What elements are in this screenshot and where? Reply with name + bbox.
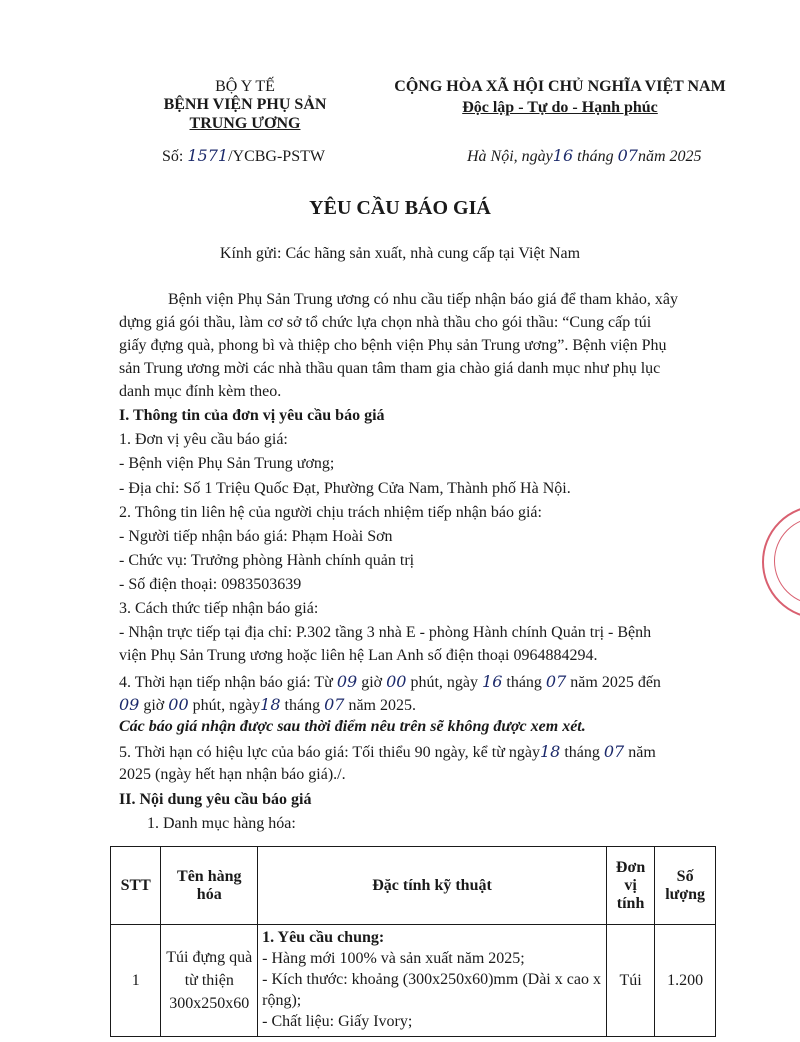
section-1-heading: I. Thông tin của đơn vị yêu cầu báo giá bbox=[119, 407, 385, 424]
deadline-text: năm 2025 đến bbox=[566, 674, 661, 691]
section-1-line: 2. Thông tin liên hệ của người chịu trách nhiệm tiếp nhận báo giá: bbox=[119, 504, 542, 521]
deadline-hour-handwritten: 09 bbox=[336, 672, 358, 691]
document-number-suffix: /YCBG-PSTW bbox=[228, 148, 325, 165]
section-1-line: 3. Cách thức tiếp nhận báo giá: bbox=[119, 600, 319, 617]
document-title: YÊU CẦU BÁO GIÁ bbox=[309, 197, 491, 219]
hospital-name-line1: BỆNH VIỆN PHỤ SẢN bbox=[163, 96, 327, 113]
section-1-line: - Số điện thoại: 0983503639 bbox=[119, 576, 302, 593]
deadline-end-day-handwritten: 18 bbox=[260, 695, 281, 714]
date-month-label: tháng bbox=[573, 148, 618, 165]
section-1-line: 1. Đơn vị yêu cầu báo giá: bbox=[119, 431, 288, 448]
header-unit: Đơn vị tính bbox=[606, 847, 654, 925]
hospital-name-line2: TRUNG ƯƠNG bbox=[189, 115, 301, 132]
validity-line-1 bbox=[119, 742, 656, 762]
section-1-line: - Chức vụ: Trưởng phòng Hành chính quản trị bbox=[119, 552, 415, 569]
section-1-line: - Nhận trực tiếp tại địa chỉ: P.302 tầng 3 nhà E - phòng Hành chính Quản trị - Bệnh bbox=[119, 624, 652, 641]
validity-text: tháng bbox=[560, 744, 604, 761]
header-spec: Đặc tính kỹ thuật bbox=[258, 847, 607, 925]
spec-line: - Hàng mới 100% và sản xuất năm 2025; bbox=[262, 950, 525, 967]
header-stt: STT bbox=[111, 847, 161, 925]
deadline-end-minute-handwritten: 00 bbox=[168, 695, 189, 714]
deadline-day-handwritten: 16 bbox=[482, 672, 503, 691]
deadline-line-2 bbox=[119, 695, 416, 715]
date-prefix: Hà Nội, ngày bbox=[467, 148, 553, 165]
recipient-line: Kính gửi: Các hãng sản xuất, nhà cung cấp tại Việt Nam bbox=[219, 245, 581, 262]
header-name: Tên hàng hóa bbox=[161, 847, 258, 925]
row-name: Túi đựng quà từ thiện 300x250x60 bbox=[161, 925, 258, 1037]
deadline-text: tháng bbox=[502, 674, 546, 691]
deadline-text: tháng bbox=[280, 697, 325, 714]
validity-day-handwritten: 18 bbox=[539, 742, 561, 761]
header-qty: Số lượng bbox=[655, 847, 716, 925]
document-number-prefix: Số: bbox=[162, 148, 188, 165]
section-1-line: - Bệnh viện Phụ Sản Trung ương; bbox=[119, 455, 335, 472]
deadline-text: 4. Thời hạn tiếp nhận báo giá: Từ bbox=[119, 674, 337, 691]
section-1-line: - Người tiếp nhận báo giá: Phạm Hoài Sơn bbox=[119, 528, 393, 545]
late-submission-note: Các báo giá nhận được sau thời điểm nêu trên sẽ không được xem xét. bbox=[119, 718, 586, 735]
table-header-row bbox=[111, 847, 716, 925]
section-2-heading: II. Nội dung yêu cầu báo giá bbox=[119, 791, 312, 808]
intro-line-5: danh mục đính kèm theo. bbox=[119, 383, 282, 400]
deadline-end-month-handwritten: 07 bbox=[324, 695, 345, 714]
deadline-text: giờ bbox=[357, 674, 387, 691]
national-motto: Độc lập - Tự do - Hạnh phúc bbox=[462, 99, 658, 116]
validity-text: năm bbox=[624, 744, 656, 761]
row-unit: Túi bbox=[606, 925, 654, 1037]
document-number-handwritten: 1571 bbox=[187, 146, 229, 165]
deadline-text: giờ bbox=[139, 697, 169, 714]
spec-line: - Chất liệu: Giấy Ivory; bbox=[262, 1013, 413, 1030]
document-number bbox=[162, 146, 325, 166]
official-stamp bbox=[762, 505, 800, 619]
row-qty: 1.200 bbox=[655, 925, 716, 1037]
deadline-month-handwritten: 07 bbox=[545, 672, 567, 691]
validity-line-2: 2025 (ngày hết hạn nhận báo giá)./. bbox=[119, 766, 346, 783]
validity-month-handwritten: 07 bbox=[603, 742, 625, 761]
deadline-text: phút, ngày bbox=[406, 674, 483, 691]
deadline-line-1 bbox=[119, 672, 661, 692]
section-1-line: - Địa chỉ: Số 1 Triệu Quốc Đạt, Phường Cửa Nam, Thành phố Hà Nội. bbox=[119, 480, 571, 497]
intro-line-4: sản Trung ương mời các nhà thầu quan tâm tham gia chào giá danh mục như phụ lục bbox=[119, 360, 661, 377]
deadline-end-hour-handwritten: 09 bbox=[119, 695, 140, 714]
row-stt: 1 bbox=[111, 925, 161, 1037]
deadline-minute-handwritten: 00 bbox=[386, 672, 407, 691]
date-year: năm 2025 bbox=[637, 148, 702, 165]
date-month-handwritten: 07 bbox=[617, 146, 638, 165]
date-day-handwritten: 16 bbox=[552, 146, 574, 165]
intro-line-3: giấy đựng quà, phong bì và thiệp cho bệnh viện Phụ sản Trung ương”. Bệnh viện Phụ bbox=[119, 337, 667, 354]
table-row bbox=[111, 925, 716, 1037]
section-1-line: viện Phụ Sản Trung ương hoặc liên hệ Lan Anh số điện thoại 0964884294. bbox=[119, 647, 598, 664]
ministry-name: BỘ Y TẾ bbox=[215, 78, 275, 95]
goods-table bbox=[110, 846, 716, 1037]
row-spec bbox=[258, 925, 607, 1037]
deadline-text: năm 2025. bbox=[344, 697, 416, 714]
document-date bbox=[467, 146, 702, 166]
spec-line: - Kích thước: khoảng (300x250x60)mm (Dài x cao x rộng); bbox=[262, 971, 601, 1009]
intro-line-1: Bệnh viện Phụ Sản Trung ương có nhu cầu tiếp nhận báo giá để tham khảo, xây bbox=[168, 291, 678, 308]
spec-heading: 1. Yêu cầu chung: bbox=[262, 929, 385, 946]
deadline-text: phút, ngày bbox=[188, 697, 261, 714]
intro-line-2: dựng giá gói thầu, làm cơ sở tổ chức lựa chọn nhà thầu cho gói thầu: “Cung cấp túi bbox=[119, 314, 652, 331]
goods-list-label: 1. Danh mục hàng hóa: bbox=[147, 815, 296, 832]
validity-text: 5. Thời hạn có hiệu lực của báo giá: Tối thiểu 90 ngày, kể từ ngày bbox=[119, 744, 540, 761]
country-name: CỘNG HÒA XÃ HỘI CHỦ NGHĨA VIỆT NAM bbox=[394, 78, 726, 95]
